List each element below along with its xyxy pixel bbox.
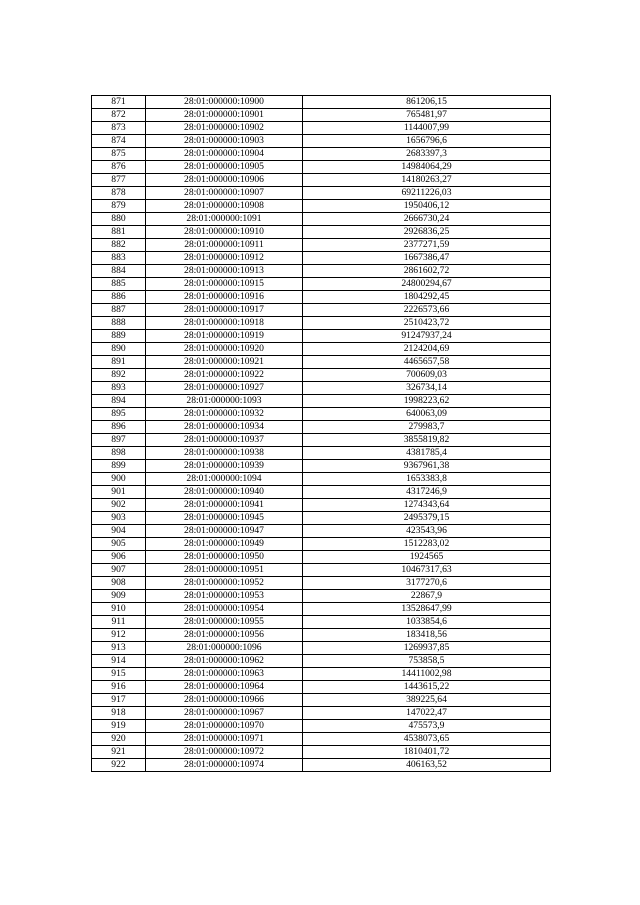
cadastral-number-cell: 28:01:000000:10910 <box>146 226 303 239</box>
table-row <box>92 395 551 408</box>
row-number-cell: 907 <box>92 564 146 577</box>
cadastral-value-cell: 147022,47 <box>303 707 551 720</box>
cadastral-number-cell: 28:01:000000:10951 <box>146 564 303 577</box>
cadastral-value-cell: 1810401,72 <box>303 746 551 759</box>
cadastral-number-cell: 28:01:000000:1091 <box>146 213 303 226</box>
table-row <box>92 148 551 161</box>
table-row <box>92 460 551 473</box>
table-row <box>92 499 551 512</box>
row-number-cell: 922 <box>92 759 146 772</box>
table-row <box>92 759 551 772</box>
cadastral-number-cell: 28:01:000000:10947 <box>146 525 303 538</box>
row-number-cell: 899 <box>92 460 146 473</box>
table-row <box>92 486 551 499</box>
cadastral-number-cell: 28:01:000000:10921 <box>146 356 303 369</box>
table-row <box>92 668 551 681</box>
table-row <box>92 603 551 616</box>
table-row <box>92 382 551 395</box>
row-number-cell: 902 <box>92 499 146 512</box>
table-row <box>92 369 551 382</box>
row-number-cell: 908 <box>92 577 146 590</box>
table-row <box>92 655 551 668</box>
row-number-cell: 883 <box>92 252 146 265</box>
cadastral-number-cell: 28:01:000000:10920 <box>146 343 303 356</box>
cadastral-value-cell: 22867,9 <box>303 590 551 603</box>
cadastral-number-cell: 28:01:000000:10952 <box>146 577 303 590</box>
cadastral-value-cell: 1443615,22 <box>303 681 551 694</box>
cadastral-value-cell: 10467317,63 <box>303 564 551 577</box>
row-number-cell: 896 <box>92 421 146 434</box>
cadastral-number-cell: 28:01:000000:10911 <box>146 239 303 252</box>
table-row <box>92 96 551 109</box>
table-row <box>92 551 551 564</box>
table-row <box>92 109 551 122</box>
cadastral-number-cell: 28:01:000000:1094 <box>146 473 303 486</box>
cadastral-value-cell: 1033854,6 <box>303 616 551 629</box>
table-row <box>92 200 551 213</box>
table-row <box>92 122 551 135</box>
table-row <box>92 213 551 226</box>
table-row <box>92 343 551 356</box>
cadastral-value-cell: 14411002,98 <box>303 668 551 681</box>
table-row <box>92 564 551 577</box>
cadastral-value-cell: 1274343,64 <box>303 499 551 512</box>
cadastral-number-cell: 28:01:000000:1093 <box>146 395 303 408</box>
row-number-cell: 901 <box>92 486 146 499</box>
cadastral-number-cell: 28:01:000000:10901 <box>146 109 303 122</box>
cadastral-value-cell: 13528647,99 <box>303 603 551 616</box>
cadastral-number-cell: 28:01:000000:10915 <box>146 278 303 291</box>
cadastral-number-cell: 28:01:000000:10945 <box>146 512 303 525</box>
cadastral-value-cell: 1512283,02 <box>303 538 551 551</box>
table-row <box>92 720 551 733</box>
cadastral-number-cell: 28:01:000000:10934 <box>146 421 303 434</box>
row-number-cell: 906 <box>92 551 146 564</box>
row-number-cell: 910 <box>92 603 146 616</box>
cadastral-value-cell: 406163,52 <box>303 759 551 772</box>
table-row <box>92 278 551 291</box>
row-number-cell: 881 <box>92 226 146 239</box>
cadastral-value-cell: 475573,9 <box>303 720 551 733</box>
row-number-cell: 875 <box>92 148 146 161</box>
cadastral-number-cell: 28:01:000000:10940 <box>146 486 303 499</box>
row-number-cell: 877 <box>92 174 146 187</box>
row-number-cell: 915 <box>92 668 146 681</box>
cadastral-number-cell: 28:01:000000:1096 <box>146 642 303 655</box>
table-row <box>92 330 551 343</box>
cadastral-number-cell: 28:01:000000:10906 <box>146 174 303 187</box>
row-number-cell: 879 <box>92 200 146 213</box>
cadastral-value-cell: 2683397,3 <box>303 148 551 161</box>
row-number-cell: 921 <box>92 746 146 759</box>
row-number-cell: 903 <box>92 512 146 525</box>
table-row <box>92 733 551 746</box>
cadastral-value-cell: 423543,96 <box>303 525 551 538</box>
table-row <box>92 525 551 538</box>
cadastral-value-cell: 1656796,6 <box>303 135 551 148</box>
row-number-cell: 890 <box>92 343 146 356</box>
cadastral-value-cell: 389225,64 <box>303 694 551 707</box>
cadastral-number-cell: 28:01:000000:10950 <box>146 551 303 564</box>
cadastral-value-cell: 326734,14 <box>303 382 551 395</box>
row-number-cell: 872 <box>92 109 146 122</box>
table-row <box>92 538 551 551</box>
table-row <box>92 161 551 174</box>
cadastral-value-cell: 700609,03 <box>303 369 551 382</box>
table-row <box>92 590 551 603</box>
table-row <box>92 239 551 252</box>
table-row <box>92 174 551 187</box>
cadastral-number-cell: 28:01:000000:10937 <box>146 434 303 447</box>
cadastral-value-cell: 1653383,8 <box>303 473 551 486</box>
table-row <box>92 317 551 330</box>
cadastral-value-cell: 1950406,12 <box>303 200 551 213</box>
cadastral-number-cell: 28:01:000000:10949 <box>146 538 303 551</box>
cadastral-value-cell: 183418,56 <box>303 629 551 642</box>
row-number-cell: 873 <box>92 122 146 135</box>
cadastral-value-cell: 1804292,45 <box>303 291 551 304</box>
cadastral-number-cell: 28:01:000000:10907 <box>146 187 303 200</box>
row-number-cell: 898 <box>92 447 146 460</box>
table-row <box>92 681 551 694</box>
row-number-cell: 878 <box>92 187 146 200</box>
cadastral-value-cell: 753858,5 <box>303 655 551 668</box>
table-row <box>92 304 551 317</box>
row-number-cell: 912 <box>92 629 146 642</box>
cadastral-number-cell: 28:01:000000:10970 <box>146 720 303 733</box>
cadastral-number-cell: 28:01:000000:10922 <box>146 369 303 382</box>
cadastral-number-cell: 28:01:000000:10971 <box>146 733 303 746</box>
cadastral-value-cell: 1144007,99 <box>303 122 551 135</box>
cadastral-number-cell: 28:01:000000:10963 <box>146 668 303 681</box>
cadastral-value-cell: 4465657,58 <box>303 356 551 369</box>
cadastral-value-cell: 2124204,69 <box>303 343 551 356</box>
cadastral-number-cell: 28:01:000000:10918 <box>146 317 303 330</box>
row-number-cell: 891 <box>92 356 146 369</box>
cadastral-number-cell: 28:01:000000:10964 <box>146 681 303 694</box>
row-number-cell: 887 <box>92 304 146 317</box>
cadastral-number-cell: 28:01:000000:10905 <box>146 161 303 174</box>
table-row <box>92 421 551 434</box>
cadastral-value-cell: 4381785,4 <box>303 447 551 460</box>
cadastral-value-cell: 279983,7 <box>303 421 551 434</box>
cadastral-number-cell: 28:01:000000:10941 <box>146 499 303 512</box>
row-number-cell: 918 <box>92 707 146 720</box>
cadastral-value-cell: 3855819,82 <box>303 434 551 447</box>
cadastral-value-cell: 4538073,65 <box>303 733 551 746</box>
cadastral-number-cell: 28:01:000000:10900 <box>146 96 303 109</box>
cadastral-number-cell: 28:01:000000:10904 <box>146 148 303 161</box>
cadastral-value-cell: 14180263,27 <box>303 174 551 187</box>
cadastral-value-cell: 640063,09 <box>303 408 551 421</box>
cadastral-value-cell: 1667386,47 <box>303 252 551 265</box>
cadastral-number-cell: 28:01:000000:10912 <box>146 252 303 265</box>
table-row <box>92 629 551 642</box>
cadastral-number-cell: 28:01:000000:10954 <box>146 603 303 616</box>
row-number-cell: 905 <box>92 538 146 551</box>
row-number-cell: 900 <box>92 473 146 486</box>
table-row <box>92 252 551 265</box>
row-number-cell: 916 <box>92 681 146 694</box>
table-row <box>92 577 551 590</box>
row-number-cell: 913 <box>92 642 146 655</box>
table-row <box>92 356 551 369</box>
row-number-cell: 897 <box>92 434 146 447</box>
cadastral-value-cell: 2377271,59 <box>303 239 551 252</box>
cadastral-number-cell: 28:01:000000:10919 <box>146 330 303 343</box>
cadastral-number-cell: 28:01:000000:10903 <box>146 135 303 148</box>
row-number-cell: 917 <box>92 694 146 707</box>
row-number-cell: 911 <box>92 616 146 629</box>
cadastral-number-cell: 28:01:000000:10955 <box>146 616 303 629</box>
cadastral-number-cell: 28:01:000000:10902 <box>146 122 303 135</box>
cadastral-value-cell: 4317246,9 <box>303 486 551 499</box>
cadastral-number-cell: 28:01:000000:10927 <box>146 382 303 395</box>
row-number-cell: 880 <box>92 213 146 226</box>
cadastral-number-cell: 28:01:000000:10972 <box>146 746 303 759</box>
row-number-cell: 876 <box>92 161 146 174</box>
row-number-cell: 909 <box>92 590 146 603</box>
row-number-cell: 889 <box>92 330 146 343</box>
row-number-cell: 884 <box>92 265 146 278</box>
table-row <box>92 187 551 200</box>
row-number-cell: 914 <box>92 655 146 668</box>
table-row <box>92 434 551 447</box>
cadastral-value-table <box>91 95 551 772</box>
cadastral-number-cell: 28:01:000000:10967 <box>146 707 303 720</box>
cadastral-value-cell: 2495379,15 <box>303 512 551 525</box>
cadastral-value-cell: 1924565 <box>303 551 551 564</box>
table-row <box>92 408 551 421</box>
row-number-cell: 882 <box>92 239 146 252</box>
table-row <box>92 291 551 304</box>
row-number-cell: 892 <box>92 369 146 382</box>
cadastral-value-cell: 2226573,66 <box>303 304 551 317</box>
cadastral-value-cell: 24800294,67 <box>303 278 551 291</box>
table-row <box>92 135 551 148</box>
cadastral-value-cell: 3177270,6 <box>303 577 551 590</box>
table-row <box>92 642 551 655</box>
row-number-cell: 886 <box>92 291 146 304</box>
cadastral-value-cell: 2861602,72 <box>303 265 551 278</box>
cadastral-value-cell: 2926836,25 <box>303 226 551 239</box>
row-number-cell: 874 <box>92 135 146 148</box>
cadastral-value-cell: 14984064,29 <box>303 161 551 174</box>
cadastral-number-cell: 28:01:000000:10908 <box>146 200 303 213</box>
table-row <box>92 226 551 239</box>
table-row <box>92 746 551 759</box>
cadastral-value-cell: 1998223,62 <box>303 395 551 408</box>
cadastral-value-cell: 91247937,24 <box>303 330 551 343</box>
cadastral-value-cell: 2666730,24 <box>303 213 551 226</box>
table-row <box>92 447 551 460</box>
row-number-cell: 919 <box>92 720 146 733</box>
cadastral-number-cell: 28:01:000000:10966 <box>146 694 303 707</box>
table-row <box>92 265 551 278</box>
table-row <box>92 616 551 629</box>
cadastral-number-cell: 28:01:000000:10956 <box>146 629 303 642</box>
table-body <box>92 96 551 772</box>
table-row <box>92 512 551 525</box>
cadastral-value-cell: 9367961,38 <box>303 460 551 473</box>
cadastral-value-cell: 2510423,72 <box>303 317 551 330</box>
row-number-cell: 895 <box>92 408 146 421</box>
table-row <box>92 694 551 707</box>
row-number-cell: 920 <box>92 733 146 746</box>
row-number-cell: 893 <box>92 382 146 395</box>
row-number-cell: 904 <box>92 525 146 538</box>
cadastral-number-cell: 28:01:000000:10939 <box>146 460 303 473</box>
row-number-cell: 871 <box>92 96 146 109</box>
cadastral-value-cell: 765481,97 <box>303 109 551 122</box>
cadastral-number-cell: 28:01:000000:10938 <box>146 447 303 460</box>
table-row <box>92 473 551 486</box>
cadastral-value-cell: 1269937,85 <box>303 642 551 655</box>
cadastral-number-cell: 28:01:000000:10913 <box>146 265 303 278</box>
cadastral-number-cell: 28:01:000000:10917 <box>146 304 303 317</box>
table-row <box>92 707 551 720</box>
row-number-cell: 894 <box>92 395 146 408</box>
row-number-cell: 888 <box>92 317 146 330</box>
cadastral-number-cell: 28:01:000000:10962 <box>146 655 303 668</box>
cadastral-value-cell: 69211226,03 <box>303 187 551 200</box>
cadastral-number-cell: 28:01:000000:10932 <box>146 408 303 421</box>
cadastral-number-cell: 28:01:000000:10916 <box>146 291 303 304</box>
cadastral-value-cell: 861206,15 <box>303 96 551 109</box>
cadastral-number-cell: 28:01:000000:10974 <box>146 759 303 772</box>
cadastral-number-cell: 28:01:000000:10953 <box>146 590 303 603</box>
row-number-cell: 885 <box>92 278 146 291</box>
